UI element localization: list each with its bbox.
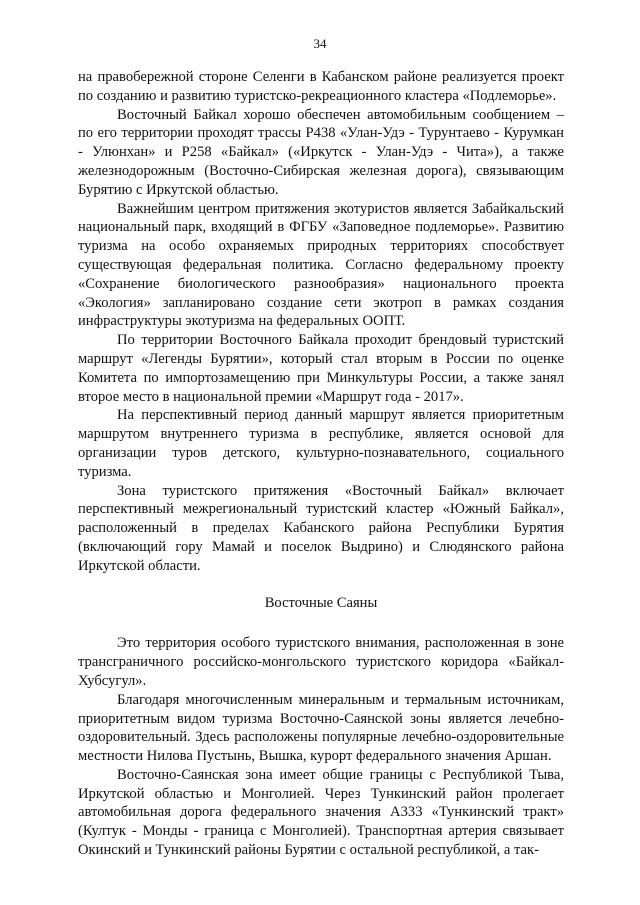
- paragraph-national-park: Важнейшим центром притяжения экотуристов является Забайкальский национальный парк, входящий в ФГБУ «Заповедное подлеморье». Развитию туризма на особо охраняемых природных территориях способствует существующая федеральная политика. Согласно федеральному проекту «Сохранение биологического разнообразия» национального проекта «Экология» запланировано создание сети экотроп в рамках создания инфраструктуры экотуризма на федеральных ООПТ.: [78, 200, 564, 330]
- paragraph-brand-route: По территории Восточного Байкала проходит брендовый туристский маршрут «Легенды Бурятии», который стал вторым в России по оценке Комитета по импортозамещению при Минкультуры России, а также занял второе место в национальной премии «Маршрут года - 2017».: [78, 332, 564, 405]
- paragraph-priority-route: На перспективный период данный маршрут является приоритетным маршрутом внутреннего туризма в республике, является основой для организации туров детского, культурно-познавательного, социального туризма.: [78, 407, 564, 480]
- paragraph-borders: Восточно-Саянская зона имеет общие границы с Республикой Тыва, Иркутской областью и Монголией. Через Тункинский район пролегает автомобильная дорога федерального значения А333 «Тункинский тракт» (Култук - Монды - граница с Монголией). Транспортная артерия связывает Окинский и Тункинский районы Бурятии с остальной республикой, а так-: [78, 766, 564, 859]
- paragraph-health-tourism: Благодаря многочисленным минеральным и термальным источникам, приоритетным видом туризма Восточно-Саянской зоны является лечебно-оздоровительный. Здесь расположены популярные лечебно-оздоровительные местности Нилова Пустынь, Вышка, курорт федерального значения Аршан.: [78, 691, 564, 765]
- paragraph-special-territory: Это территория особого туристского внимания, расположенная в зоне трансграничного российско-монгольского туристского коридора «Байкал-Хубсугул».: [78, 635, 564, 689]
- page-number: 34: [313, 36, 327, 51]
- paragraph-tourist-zone: Зона туристского притяжения «Восточный Байкал» включает перспективный межрегиональный туристский кластер «Южный Байкал», расположенный в пределах Кабанского района Республики Бурятия (включающий гору Мамай и поселок Выдрино) и Слюдянского района Иркутской области.: [78, 482, 564, 574]
- document-body: [78, 68, 564, 860]
- paragraph-continuation: на правобережной стороне Селенги в Кабанском районе реализуется проект по созданию и развитию туристско-рекреационного кластера «Подлеморье».: [78, 69, 564, 104]
- paragraph-transport: Восточный Байкал хорошо обеспечен автомобильным сообщением – по его территории проходят трассы Р438 «Улан-Удэ - Турунтаево - Курумкан - Улюнхан» и Р258 «Байкал» («Иркутск - Улан-Удэ - Чита»), а также железнодорожным (Восточно-Сибирская железная дорога), связывающим Бурятию с Иркутской областью.: [78, 106, 564, 198]
- section-heading: Восточные Саяны: [264, 594, 378, 611]
